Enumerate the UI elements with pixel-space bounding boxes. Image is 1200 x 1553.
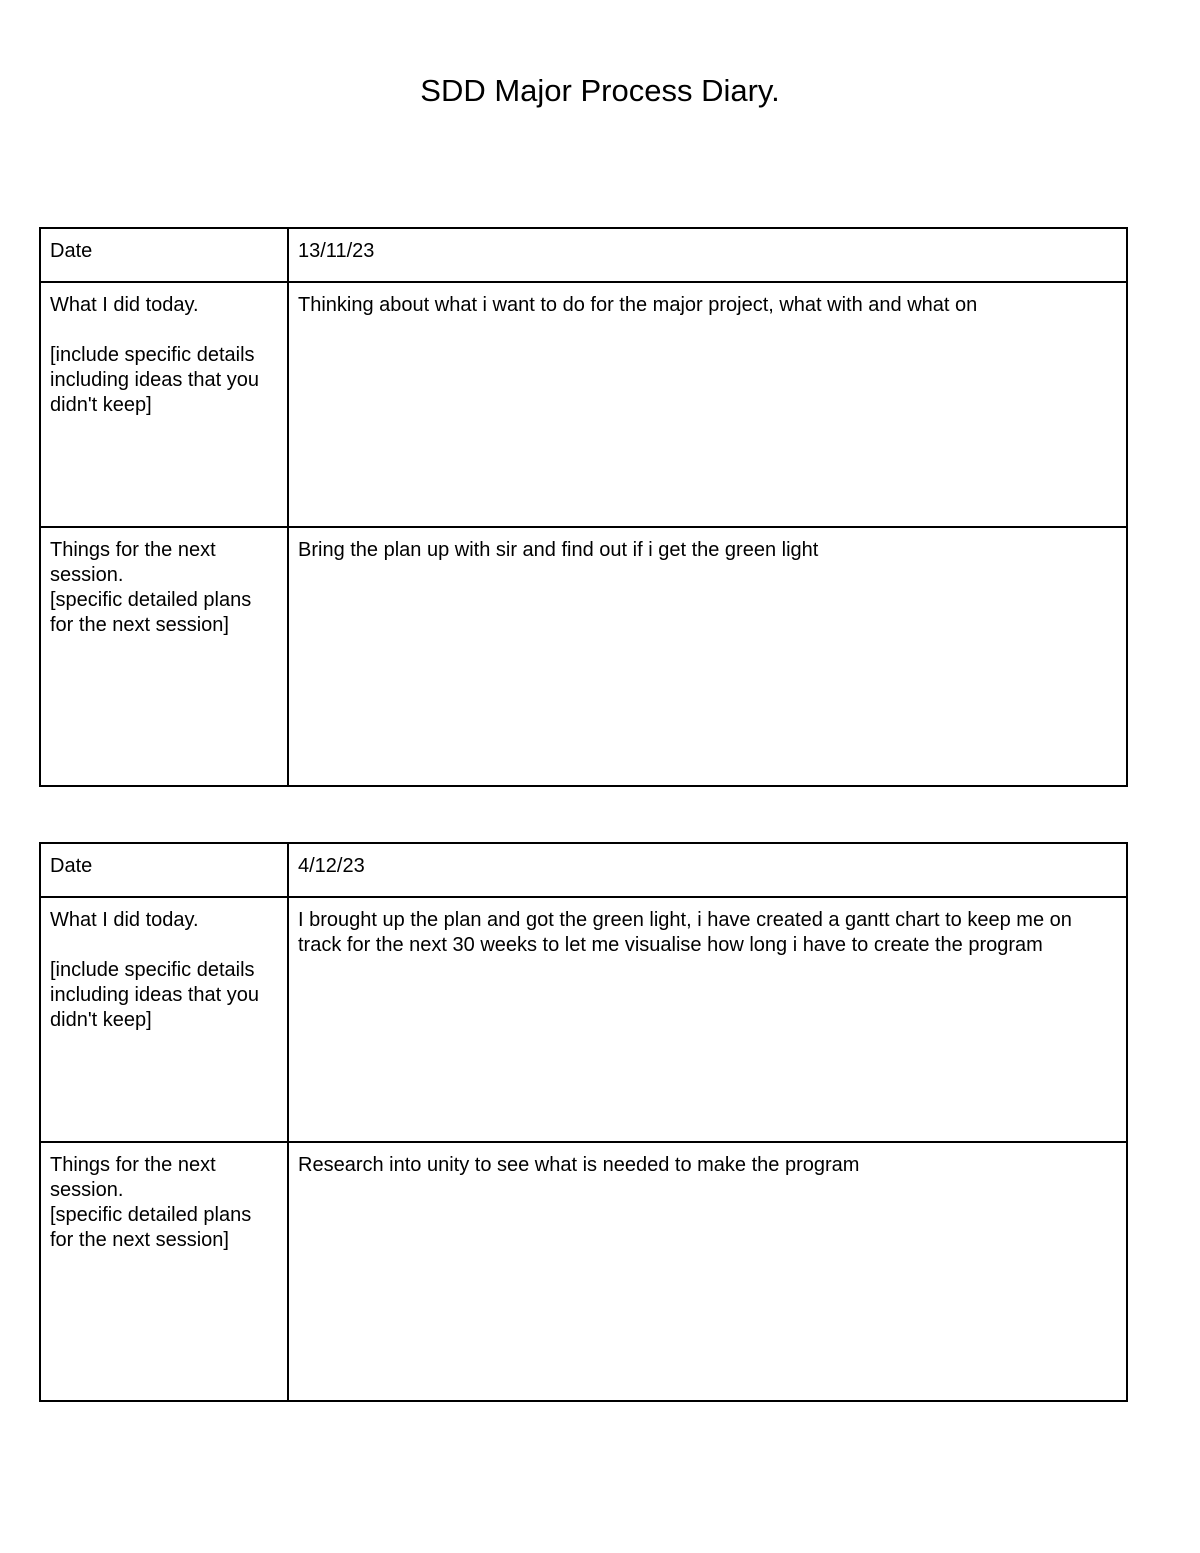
next-label-cell [40, 1142, 288, 1401]
diary-entry-table [39, 842, 1128, 1402]
today-label: What I did today. [50, 909, 199, 931]
next-hint: [specific detailed plans for the next session] [50, 589, 252, 636]
next-session-row [40, 527, 1127, 786]
date-label: Date [50, 240, 93, 262]
date-label-cell [40, 843, 288, 897]
today-row [40, 897, 1127, 1142]
today-label-cell [40, 282, 288, 527]
next-hint: [specific detailed plans for the next session] [50, 1204, 252, 1251]
today-value: Thinking about what i want to do for the major project, what with and what on [298, 294, 978, 316]
diary-entry-table [39, 227, 1128, 787]
date-value: 13/11/23 [298, 240, 375, 262]
next-label-cell [40, 527, 288, 786]
date-value: 4/12/23 [298, 855, 365, 877]
date-label-cell [40, 228, 288, 282]
today-value-cell [288, 282, 1127, 527]
today-value-cell [288, 897, 1127, 1142]
today-hint: [include specific details including ideas that you didn't keep] [50, 959, 260, 1031]
next-value: Bring the plan up with sir and find out if i get the green light [298, 539, 819, 561]
date-value-cell [288, 228, 1127, 282]
today-row [40, 282, 1127, 527]
next-value-cell [288, 527, 1127, 786]
today-hint: [include specific details including ideas that you didn't keep] [50, 344, 260, 416]
today-label: What I did today. [50, 294, 199, 316]
next-label: Things for the next session. [50, 1154, 216, 1201]
date-label: Date [50, 855, 93, 877]
today-value: I brought up the plan and got the green light, i have created a gantt chart to keep me on track for the next 30 weeks to let me visualise how long i have to create the program [298, 909, 1072, 956]
next-label: Things for the next session. [50, 539, 216, 586]
date-row [40, 228, 1127, 282]
page-title: SDD Major Process Diary. [420, 73, 780, 108]
date-value-cell [288, 843, 1127, 897]
next-session-row [40, 1142, 1127, 1401]
today-label-cell [40, 897, 288, 1142]
next-value: Research into unity to see what is needed to make the program [298, 1154, 860, 1176]
date-row [40, 843, 1127, 897]
next-value-cell [288, 1142, 1127, 1401]
